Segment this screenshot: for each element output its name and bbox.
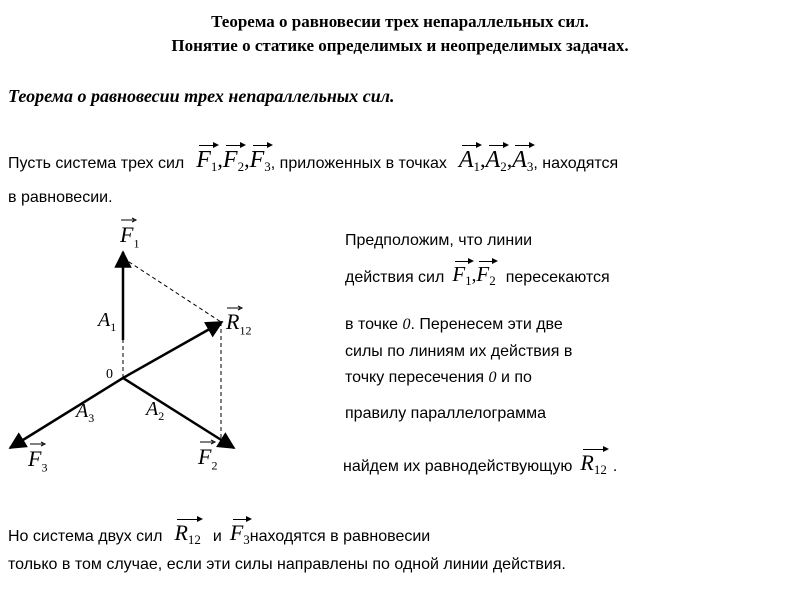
explanation-line-2-post: пересекаются (505, 269, 610, 286)
vector-f1-sub: 1 (210, 159, 218, 174)
conclusion-and: и (212, 528, 222, 545)
separator: , (506, 147, 513, 172)
explanation-line-3: в точке 0. Перенесем эти две (345, 316, 563, 333)
vector-a2 (486, 148, 507, 173)
vector-r12-conclusion: $R_{12}$ (174, 520, 201, 547)
explanation-line-5: точку пересечения 0 и по (345, 369, 532, 386)
force-f2-arrow (123, 378, 234, 448)
vector-a3-sub: 3 (526, 159, 534, 174)
vector-a3-letter: A (512, 147, 527, 173)
intro-line-2: в равновесии. (8, 189, 113, 206)
vector-f2-letter: F (222, 147, 238, 173)
force-f3-arrow (10, 378, 123, 448)
vector-f3-letter: F (249, 147, 265, 173)
label-a3: $A_3$ (76, 400, 95, 425)
label-origin: 0 (106, 367, 113, 382)
vector-f2-sub: 2 (237, 159, 245, 174)
vector-f2-inline: $F_2$ (476, 262, 496, 288)
separator: , (217, 147, 223, 172)
explanation-line-7-post: . (612, 458, 618, 475)
intro-text-1: Пусть система трех сил (8, 155, 185, 172)
section-heading: Теорема о равновесии трех непараллельных сил. (8, 86, 395, 106)
explanation-line-4: силы по линиям их действия в (345, 343, 573, 360)
separator: , (480, 147, 486, 172)
explanation-line-7-pre: найдем их равнодействующую (343, 458, 573, 475)
vector-f3-conclusion: $F_3$ (229, 520, 250, 547)
vector-f1-letter: F (196, 147, 211, 173)
vector-a3 (512, 148, 533, 173)
vector-f3-sub: 3 (264, 159, 271, 174)
vector-a1-sub: 1 (473, 159, 481, 174)
explanation-line-2 (345, 264, 610, 287)
page-title-line-2: Понятие о статике определимых и неопределимых задачах. (171, 36, 629, 55)
conclusion-line-2: только в том случае, если эти силы направлены по одной линии действия. (8, 556, 566, 573)
vector-a2-sub: 2 (500, 159, 507, 174)
conclusion-line-1 (8, 522, 430, 546)
conclusion-line-1-pre: Но система двух сил (8, 528, 163, 545)
label-f2: $F_2$ (198, 444, 218, 473)
separator: , (244, 147, 250, 172)
intro-text-3: , находятся (533, 155, 619, 172)
intro-text-2: , приложенных в точках (270, 155, 447, 172)
dashed-line-parallelogram-top (123, 258, 221, 322)
label-a1: $A_1$ (98, 309, 117, 334)
vector-f3 (250, 148, 271, 173)
conclusion-line-1-post: находятся в равновесии (249, 528, 431, 545)
vector-r12-inline: $R_{12}$ (580, 450, 607, 477)
explanation-line-1: Предположим, что линии (345, 232, 533, 249)
explanation-line-6: правилу параллелограмма (345, 405, 547, 422)
vector-f2 (223, 148, 244, 173)
label-r12: $R_{12}$ (226, 309, 252, 338)
vector-f1 (196, 148, 217, 173)
page-title-line-1: Теорема о равновесии трех непараллельных сил. (211, 12, 589, 31)
explanation-line-7 (343, 452, 617, 476)
label-f1: $F_1$ (120, 222, 140, 251)
vector-a2-letter: A (485, 147, 501, 173)
label-f3: $F_3$ (28, 446, 48, 475)
separator: , (471, 265, 477, 286)
label-a2: $A_2$ (146, 398, 165, 423)
vector-f1-inline: $F_1$ (452, 262, 472, 288)
explanation-line-2-pre: действия сил (345, 269, 445, 286)
resultant-r12-arrow (123, 322, 222, 378)
intro-line-1 (8, 147, 618, 173)
vector-a1-letter: A (458, 147, 474, 173)
vector-a1 (459, 148, 480, 173)
